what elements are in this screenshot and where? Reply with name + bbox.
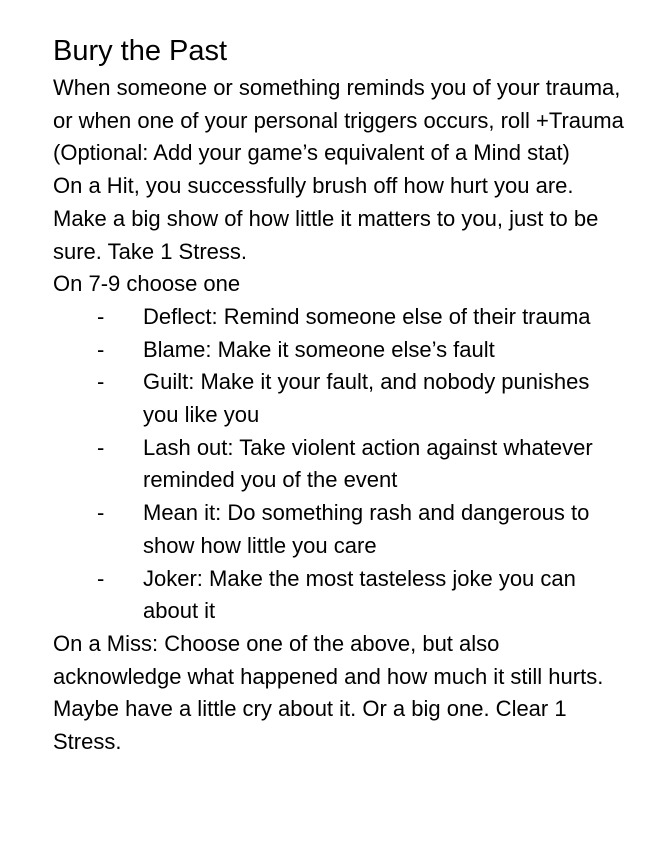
option-text: Blame: Make it someone else’s fault xyxy=(143,336,495,362)
option-text: Guilt: Make it your fault, and nobody punishes you like you xyxy=(143,369,590,428)
list-item xyxy=(53,334,624,367)
list-item xyxy=(53,497,624,562)
list-item xyxy=(53,432,624,497)
bullet-dash: - xyxy=(97,303,105,329)
on-hit-text: On a Hit, you successfully brush off how hurt you are. Make a big show of how little it matters to you, just to be sure. Take 1 Stress. xyxy=(53,173,599,264)
bullet-dash: - xyxy=(97,500,105,526)
partial-intro-text: On 7-9 choose one xyxy=(53,271,241,297)
bullet-dash: - xyxy=(97,434,105,460)
bullet-dash: - xyxy=(97,369,105,395)
options-list xyxy=(53,301,624,628)
option-text: Joker: Make the most tasteless joke you can about it xyxy=(143,565,576,624)
bullet-dash: - xyxy=(97,565,105,591)
list-item xyxy=(53,563,624,628)
option-text: Mean it: Do something rash and dangerous to show how little you care xyxy=(143,500,590,558)
bullet-dash: - xyxy=(97,336,105,362)
list-item xyxy=(53,301,624,334)
option-text: Deflect: Remind someone else of their trauma xyxy=(143,303,591,329)
on-miss-text: On a Miss: Choose one of the above, but also acknowledge what happened and how much it still hurts. Maybe have a little cry about it. Or a big one. Clear 1 Stress. xyxy=(53,630,604,755)
list-item xyxy=(53,366,624,431)
trigger-text: When someone or something reminds you of your trauma, or when one of your personal triggers occurs, roll +Trauma (Optional: Add your game’s equivalent of a Mind stat) xyxy=(53,75,624,166)
move-title: Bury the Past xyxy=(53,35,228,67)
option-text: Lash out: Take violent action against whatever reminded you of the event xyxy=(143,434,593,493)
